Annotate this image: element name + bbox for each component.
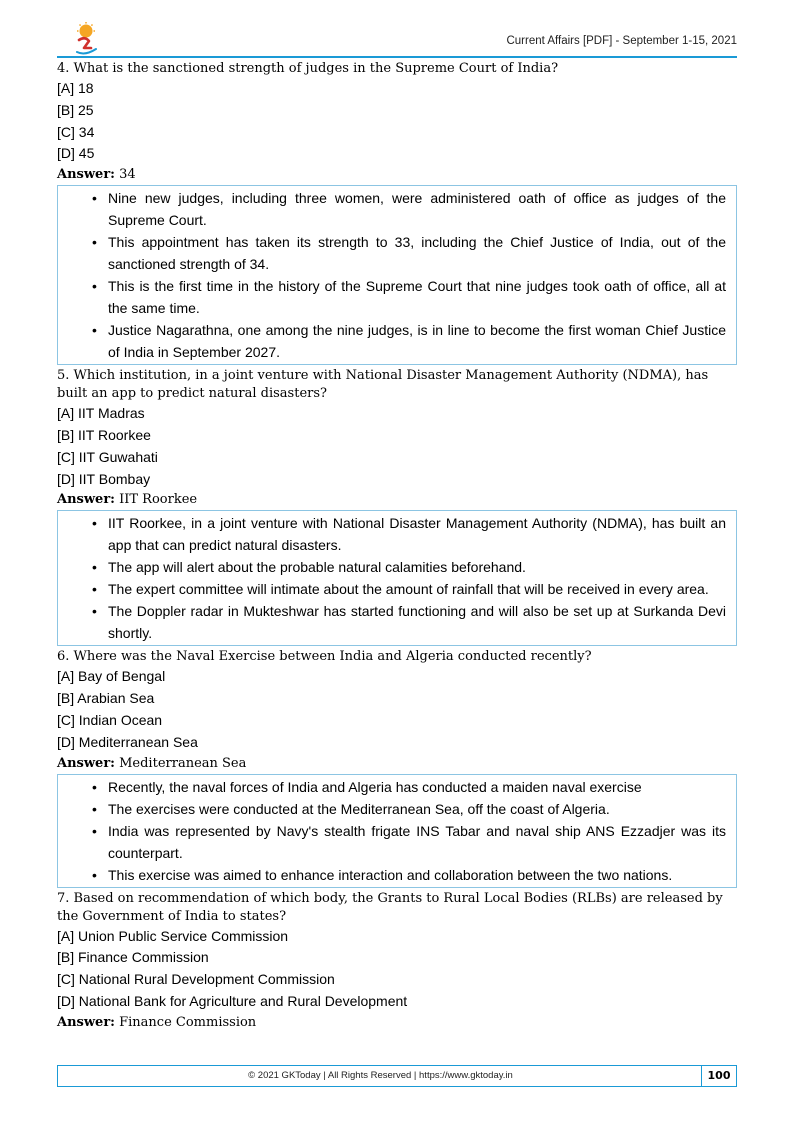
page-footer <box>57 1065 737 1087</box>
option-a: [A] Bay of Bengal <box>57 668 166 685</box>
header-title: Current Affairs [PDF] - September 1-15, 2021 <box>506 35 737 47</box>
option-c: [C] National Rural Development Commission <box>57 971 335 988</box>
explanation-point: • Recently, the naval forces of India and Algeria has conducted a maiden naval exercise <box>108 776 726 798</box>
option-c: [C] IIT Guwahati <box>57 448 158 465</box>
explanation-point: • Justice Nagarathna, one among the nine judges, is in line to become the first woman Chief Justice of India in September 2027. <box>108 319 726 363</box>
answer-label: Answer: <box>57 167 115 183</box>
option-d: [D] IIT Bombay <box>57 470 151 487</box>
option-b: [B] Arabian Sea <box>57 690 155 707</box>
option-d: [D] Mediterranean Sea <box>57 733 198 750</box>
page-number: 100 <box>701 1066 736 1086</box>
explanation-box <box>57 774 737 888</box>
answer-line <box>57 165 737 184</box>
question-text: 6. Where was the Naval Exercise between India and Algeria conducted recently? <box>57 649 592 665</box>
explanation-point: • This exercise was aimed to enhance interaction and collaboration between the two nations. <box>108 864 726 886</box>
answer-line <box>57 490 737 509</box>
answer-line <box>57 1013 737 1032</box>
question-block <box>57 367 737 646</box>
explanation-point: • This appointment has taken its strength to 33, including the Chief Justice of India, out of the sanctioned strength of 34. <box>108 231 726 275</box>
answer-line <box>57 754 737 773</box>
explanation-point: • The expert committee will intimate about the amount of rainfall that will be received in every area. <box>108 578 726 600</box>
question-block <box>57 890 737 1032</box>
option-b: [B] IIT Roorkee <box>57 426 151 443</box>
option-c: [C] Indian Ocean <box>57 711 163 728</box>
question-text: 7. Based on recommendation of which body, the Grants to Rural Local Bodies (RLBs) are released by the Government of India to states? <box>57 890 723 924</box>
explanation-box <box>57 510 737 646</box>
option-b: [B] 25 <box>57 101 94 118</box>
answer-value: 34 <box>119 167 136 183</box>
question-text: 5. Which institution, in a joint venture with National Disaster Management Authority (NDMA), has built an app to predict natural disasters? <box>57 368 709 402</box>
option-b: [B] Finance Commission <box>57 949 209 966</box>
option-d: [D] National Bank for Agriculture and Rural Development <box>57 992 408 1009</box>
option-a: [A] Union Public Service Commission <box>57 927 289 944</box>
explanation-point: • The exercises were conducted at the Mediterranean Sea, off the coast of Algeria. <box>108 798 726 820</box>
explanation-point: • The Doppler radar in Mukteshwar has started functioning and will also be set up at Surkanda Devi shortly. <box>108 600 726 644</box>
explanation-box <box>57 185 737 365</box>
answer-label: Answer: <box>57 755 115 771</box>
gktoday-logo-icon <box>69 22 103 56</box>
option-a: [A] IIT Madras <box>57 405 145 422</box>
explanation-point: • India was represented by Navy's stealth frigate INS Tabar and naval ship ANS Ezzadjer was its counterpart. <box>108 820 726 864</box>
question-text: 4. What is the sanctioned strength of judges in the Supreme Court of India? <box>57 61 559 76</box>
question-block <box>57 60 737 365</box>
footer-copyright: © 2021 GKToday | All Rights Reserved | https://www.gktoday.in <box>248 1070 513 1081</box>
explanation-point: • Nine new judges, including three women, were administered oath of office as judges of the Supreme Court. <box>108 187 726 231</box>
answer-value: IIT Roorkee <box>119 492 198 508</box>
page-header <box>57 22 737 58</box>
question-block <box>57 648 737 887</box>
option-c: [C] 34 <box>57 123 95 140</box>
page-content <box>57 60 737 1032</box>
explanation-point: • The app will alert about the probable natural calamities beforehand. <box>108 556 726 578</box>
answer-value: Finance Commission <box>119 1014 257 1030</box>
answer-value: Mediterranean Sea <box>119 755 247 771</box>
option-d: [D] 45 <box>57 145 95 162</box>
answer-label: Answer: <box>57 492 115 508</box>
header-divider <box>57 56 737 58</box>
option-a: [A] 18 <box>57 80 94 96</box>
answer-label: Answer: <box>57 1014 115 1030</box>
explanation-point: • This is the first time in the history of the Supreme Court that nine judges took oath of office, all at the same time. <box>108 275 726 319</box>
explanation-point: • IIT Roorkee, in a joint venture with National Disaster Management Authority (NDMA), has built an app that can predict natural disasters. <box>108 512 726 556</box>
